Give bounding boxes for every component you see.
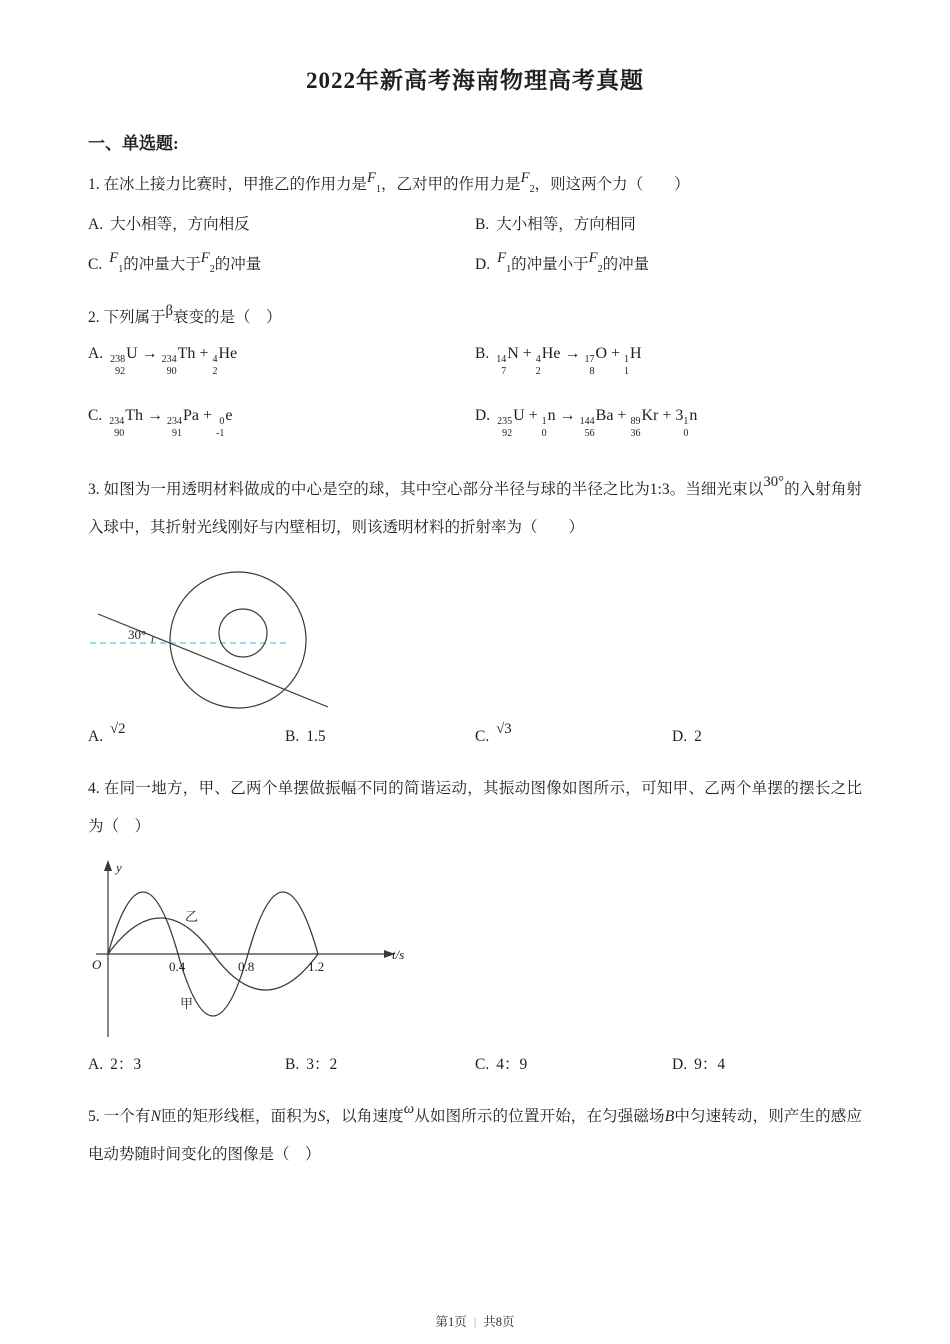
- option-text: $F_1$的冲量小于$F_2$的冲量: [497, 249, 650, 275]
- option-label: B.: [475, 344, 490, 362]
- option-label: B.: [285, 1055, 300, 1073]
- q4-figure-oscillation-graph: [88, 854, 862, 1044]
- tick-0-8: 0.8: [238, 958, 255, 974]
- tick-0-4: 0.4: [169, 958, 186, 974]
- q1-option-a: [88, 212, 475, 234]
- option-label: B.: [475, 215, 490, 233]
- q4-option-a: [88, 1052, 285, 1074]
- section-heading: 一、单选题:: [88, 134, 179, 153]
- option-label: C.: [88, 406, 103, 424]
- origin-label: O: [92, 956, 102, 972]
- option-text: $F_1$的冲量大于$F_2$的冲量: [109, 249, 262, 275]
- option-text: 大小相等，方向相反: [110, 215, 250, 233]
- option-label: A.: [88, 727, 104, 745]
- option-text: 大小相等，方向相同: [496, 215, 636, 233]
- q1-option-c: [88, 249, 475, 275]
- q4-options: [88, 1052, 862, 1074]
- option-label: D.: [672, 727, 688, 745]
- q1-stem: 1. 在冰上接力比赛时，甲推乙的作用力是$F_1$，乙对甲的作用力是$F_2$，则这两个力（ ）: [88, 169, 690, 196]
- page-footer: [0, 1312, 950, 1330]
- option-text: 3：2: [306, 1055, 338, 1073]
- tick-1-2: 1.2: [308, 958, 325, 974]
- nuclear-equation: 234 90 Th → 234 91 Pa + 0 -1 e: [109, 406, 233, 439]
- nuclear-equation: 238 92 U → 234 90 Th + 4 2 He: [110, 344, 238, 377]
- angle-arc: [152, 636, 153, 643]
- option-label: C.: [88, 255, 103, 273]
- option-text: 1.5: [306, 727, 326, 745]
- option-label: A.: [88, 1055, 104, 1073]
- q1-option-b: [475, 212, 862, 234]
- q2-stem: 2. 下列属于β衰变的是（ ）: [88, 302, 282, 326]
- q1-option-d: [475, 249, 862, 275]
- page-title: 2022年新高考海南物理高考真题: [306, 68, 644, 93]
- q1-options: [88, 212, 862, 275]
- incidence-angle-label: 30°: [128, 626, 147, 642]
- option-label: D.: [672, 1055, 688, 1073]
- q2-options: [88, 345, 862, 439]
- option-text: √2: [110, 721, 126, 738]
- option-text: 9：4: [694, 1055, 726, 1073]
- q2-option-c: [88, 407, 475, 439]
- option-label: A.: [88, 344, 104, 362]
- option-label: D.: [475, 406, 491, 424]
- y-axis-label: y: [116, 859, 122, 875]
- nuclear-equation: 235 92 U + 1 0 n → 144 56 Ba + 89 36 Kr + 3 1 0 n: [497, 406, 698, 439]
- pendulum-graph: [88, 854, 408, 1044]
- q4-option-d: [672, 1052, 862, 1074]
- q2-option-a: [88, 345, 475, 377]
- nuclear-equation: 14 7 N + 4 2 He → 17 8 O + 1 1 H: [496, 344, 642, 377]
- q3-option-c: [475, 721, 672, 746]
- curve-label-yi: 乙: [185, 908, 199, 924]
- refraction-diagram: [88, 555, 388, 720]
- t-axis-label: t/s: [392, 946, 405, 962]
- option-text: 2：3: [110, 1055, 142, 1073]
- option-label: B.: [285, 727, 300, 745]
- inner-hollow-circle: [219, 609, 267, 657]
- curve-label-jia: 甲: [180, 995, 194, 1011]
- option-text: √3: [496, 721, 512, 738]
- q5-stem: 5. 一个有N匝的矩形线框，面积为S，以角速度ω从如图所示的位置开始，在匀强磁场B中匀速转动，则产生的感应电动势随时间变化的图像是（ ）: [88, 1101, 862, 1163]
- q3-option-b: [285, 728, 475, 746]
- q3-option-d: [672, 728, 862, 746]
- q2-option-d: [475, 407, 862, 439]
- q4-option-b: [285, 1052, 475, 1074]
- footer-separator: |: [473, 1315, 477, 1329]
- option-label: C.: [475, 727, 490, 745]
- footer-page-number: 第1页: [435, 1315, 467, 1329]
- q3-stem: 3. 如图为一用透明材料做成的中心是空的球，其中空心部分半径与球的半径之比为1:3。当细光束以30°的入射角射入球中，其折射光线刚好与内壁相切，则该透明材料的折射率为（ ）: [88, 474, 862, 536]
- option-text: 4：9: [496, 1055, 528, 1073]
- footer-total-pages: 共8页: [483, 1315, 515, 1329]
- q4-option-c: [475, 1052, 672, 1074]
- option-label: A.: [88, 215, 104, 233]
- option-label: C.: [475, 1055, 490, 1073]
- option-text: 2: [694, 727, 702, 745]
- q3-figure-refraction-sphere: [88, 555, 862, 720]
- q3-options: [88, 721, 862, 746]
- q2-option-b: [475, 345, 862, 377]
- outer-sphere-circle: [170, 572, 306, 708]
- q3-option-a: [88, 721, 285, 746]
- q4-stem: 4. 在同一地方，甲、乙两个单摆做振幅不同的简谐运动，其振动图像如图所示，可知甲、乙两个单摆的摆长之比为（ ）: [88, 779, 862, 835]
- option-label: D.: [475, 255, 491, 273]
- y-axis-arrow-icon: [104, 860, 112, 871]
